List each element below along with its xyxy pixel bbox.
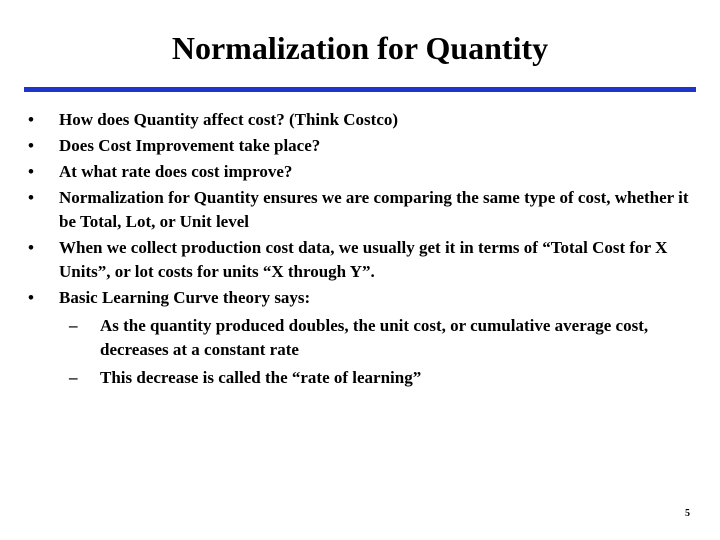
bullet-item — [28, 286, 698, 390]
sub-bullet-item — [69, 366, 698, 390]
bullet-item — [28, 134, 698, 158]
bullet-item — [28, 236, 698, 284]
sub-bullet-marker: – — [69, 368, 78, 387]
sub-bullet-marker: – — [69, 316, 78, 335]
page-number: 5 — [685, 508, 690, 519]
bullet-text: At what rate does cost improve? — [59, 162, 293, 181]
bullet-marker: • — [28, 188, 34, 207]
sub-bullet-text: As the quantity produced doubles, the unit cost, or cumulative average cost, decreases at a constant rate — [100, 316, 649, 359]
bullet-text: Does Cost Improvement take place? — [59, 136, 321, 155]
slide-title: Normalization for Quantity — [171, 30, 549, 66]
bullet-text: Basic Learning Curve theory says: — [59, 288, 311, 307]
bullet-text: How does Quantity affect cost? (Think Costco) — [59, 110, 399, 129]
bullet-list — [28, 108, 698, 392]
sub-bullet-list — [59, 314, 698, 390]
bullet-item — [28, 186, 698, 234]
title-divider — [24, 87, 696, 92]
bullet-marker: • — [28, 238, 34, 257]
bullet-marker: • — [28, 162, 34, 181]
bullet-marker: • — [28, 136, 34, 155]
bullet-item — [28, 160, 698, 184]
bullet-marker: • — [28, 110, 34, 129]
bullet-text: When we collect production cost data, we usually get it in terms of “Total Cost for X Units”, or lot costs for units “X through Y”. — [59, 238, 668, 281]
sub-bullet-item — [69, 314, 698, 362]
bullet-text: Normalization for Quantity ensures we are comparing the same type of cost, whether it be Total, Lot, or Unit level — [59, 188, 689, 231]
sub-bullet-text: This decrease is called the “rate of learning” — [100, 368, 422, 387]
bullet-item — [28, 108, 698, 132]
bullet-marker: • — [28, 288, 34, 307]
